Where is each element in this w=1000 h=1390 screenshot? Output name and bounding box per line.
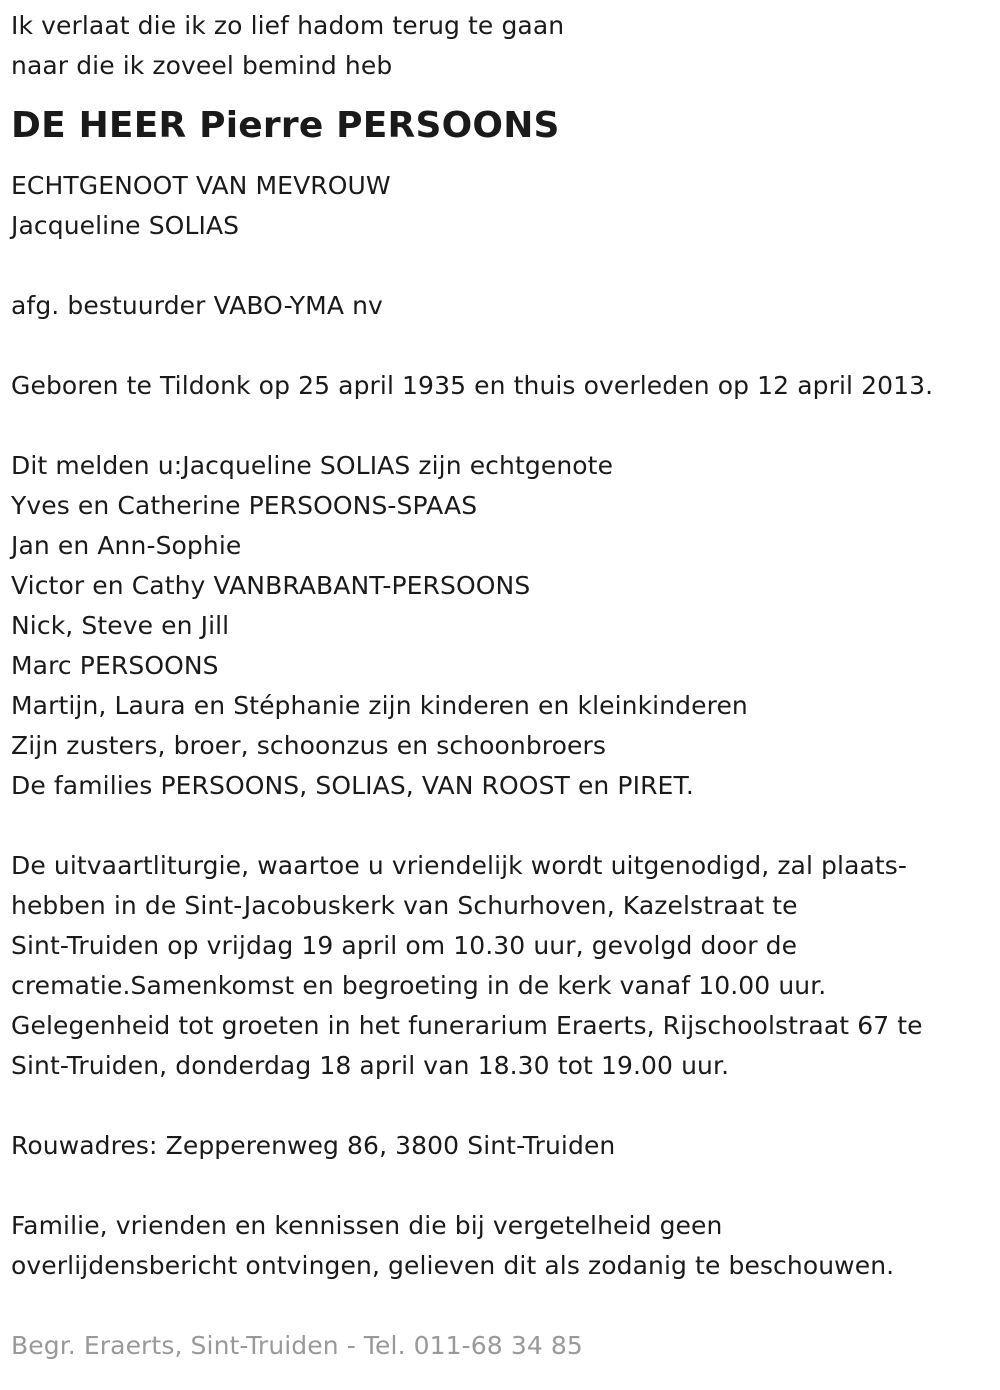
announcer-line: Martijn, Laura en Stéphanie zijn kinderen en kleinkinderen [11,691,748,720]
funeral-info-line: Sint-Truiden, donderdag 18 april van 18.30 tot 19.00 uur. [11,1051,730,1080]
opening-quote [11,6,991,86]
spouse-line: Jacqueline SOLIAS [11,211,240,240]
spacer [11,246,991,286]
announcer-line: Nick, Steve en Jill [11,611,230,640]
announcer-line: Victor en Cathy VANBRABANT-PERSOONS [11,571,531,600]
mourning-address: Rouwadres: Zepperenweg 86, 3800 Sint-Truiden [11,1131,616,1160]
spacer [11,1166,991,1206]
funeral-info [11,846,991,1086]
spouse-line: ECHTGENOOT VAN MEVROUW [11,171,391,200]
spacer [11,406,991,446]
announcer-line: Marc PERSOONS [11,651,219,680]
funeral-director-footer: Begr. Eraerts, Sint-Truiden - Tel. 011-68 34 85 [11,1331,583,1360]
announcers-list [11,446,991,806]
spacer [11,806,991,846]
announcer-line: Jan en Ann-Sophie [11,531,242,560]
spacer [11,326,991,366]
announcer-line: Yves en Catherine PERSOONS-SPAAS [11,491,478,520]
funeral-info-line: Gelegenheid tot groeten in het funerarium Eraerts, Rijschoolstraat 67 te [11,1011,923,1040]
quote-line: Ik verlaat die ik zo lief hadom terug te gaan [11,11,565,40]
announcer-line: Dit melden u:Jacqueline SOLIAS zijn echtgenote [11,451,614,480]
spacer [11,1286,991,1326]
obituary-notice [11,6,991,1366]
quote-line: naar die ik zoveel bemind heb [11,51,393,80]
funeral-info-line: crematie.Samenkomst en begroeting in de kerk vanaf 10.00 uur. [11,971,827,1000]
funeral-info-line: De uitvaartliturgie, waartoe u vriendelijk wordt uitgenodigd, zal plaats- [11,851,908,880]
closing-note [11,1206,991,1286]
occupation: afg. bestuurder VABO-YMA nv [11,291,383,320]
announcer-line: De families PERSOONS, SOLIAS, VAN ROOST en PIRET. [11,771,694,800]
life-dates: Geboren te Tildonk op 25 april 1935 en thuis overleden op 12 april 2013. [11,371,934,400]
funeral-info-line: hebben in de Sint-Jacobuskerk van Schurhoven, Kazelstraat te [11,891,798,920]
closing-note-line: Familie, vrienden en kennissen die bij vergetelheid geen [11,1211,723,1240]
deceased-name: DE HEER Pierre PERSOONS [11,105,560,146]
spacer [11,1086,991,1126]
funeral-info-line: Sint-Truiden op vrijdag 19 april om 10.30 uur, gevolgd door de [11,931,798,960]
announcer-line: Zijn zusters, broer, schoonzus en schoonbroers [11,731,607,760]
spouse-block [11,166,991,246]
closing-note-line: overlijdensbericht ontvingen, gelieven dit als zodanig te beschouwen. [11,1251,895,1280]
